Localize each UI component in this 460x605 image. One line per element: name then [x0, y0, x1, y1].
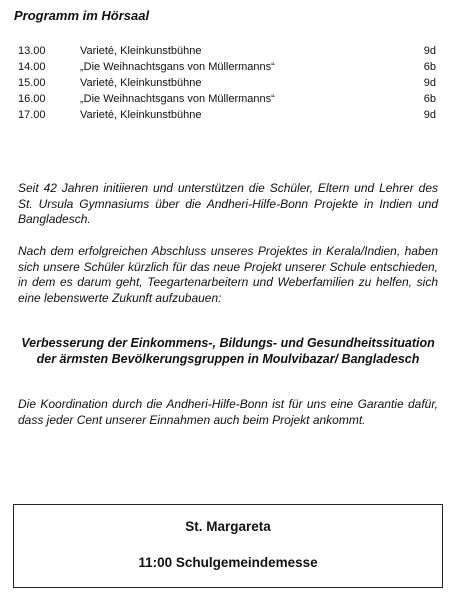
- project-title: Verbesserung der Einkommens-, Bildungs- und Gesundheitssituation der ärmsten Bevölkerungsgruppen in Moulvibazar/ Bangladesch: [21, 336, 435, 366]
- schedule-class: 9d: [423, 109, 436, 121]
- schedule-row: [18, 43, 436, 59]
- schedule-time: 14.00: [18, 61, 46, 73]
- schedule-time: 17.00: [18, 109, 46, 121]
- mass-info-box: [13, 504, 443, 588]
- schedule-time: 15.00: [18, 77, 46, 89]
- schedule-event: Varieté, Kleinkunstbühne: [80, 45, 202, 57]
- intro-paragraph: Seit 42 Jahren initiieren und unterstützen die Schüler, Eltern und Lehrer des St. Ursula Gymnasiums über die Andheri-Hilfe-Bonn Projekte in Indien und Bangladesch.: [18, 181, 438, 226]
- schedule-row: [18, 59, 436, 75]
- schedule-class: 9d: [423, 45, 436, 57]
- schedule-event: „Die Weihnachtsgans von Müllermanns“: [80, 93, 275, 105]
- schedule-event: Varieté, Kleinkunstbühne: [80, 109, 202, 121]
- schedule-class: 9d: [423, 77, 436, 89]
- schedule-event: „Die Weihnachtsgans von Müllermanns“: [80, 61, 275, 73]
- coordination-paragraph: Die Koordination durch die Andheri-Hilfe-Bonn ist für uns eine Garantie dafür, dass jeder Cent unserer Einnahmen auch beim Projekt ankommt.: [18, 397, 438, 427]
- schedule-event: Varieté, Kleinkunstbühne: [80, 77, 202, 89]
- schedule-row: [18, 107, 436, 123]
- program-heading: Programm im Hörsaal: [14, 8, 150, 23]
- project-intro-paragraph: Nach dem erfolgreichen Abschluss unseres Projektes in Kerala/Indien, haben sich unsere Schüler kürzlich für das neue Projekt unserer Schule entschieden, in dem es darum geht, Teegartenarbeitern und Weberfamilien zu helfen, sich eine lebenswerte Zukunft aufzubauen:: [18, 244, 438, 305]
- schedule-row: [18, 75, 436, 91]
- schedule-list: [18, 43, 436, 123]
- mass-time: 11:00 Schulgemeindemesse: [138, 555, 318, 570]
- schedule-time: 13.00: [18, 45, 46, 57]
- schedule-time: 16.00: [18, 93, 46, 105]
- church-name: St. Margareta: [185, 519, 271, 534]
- schedule-row: [18, 91, 436, 107]
- schedule-class: 6b: [423, 93, 436, 105]
- schedule-class: 6b: [423, 61, 436, 73]
